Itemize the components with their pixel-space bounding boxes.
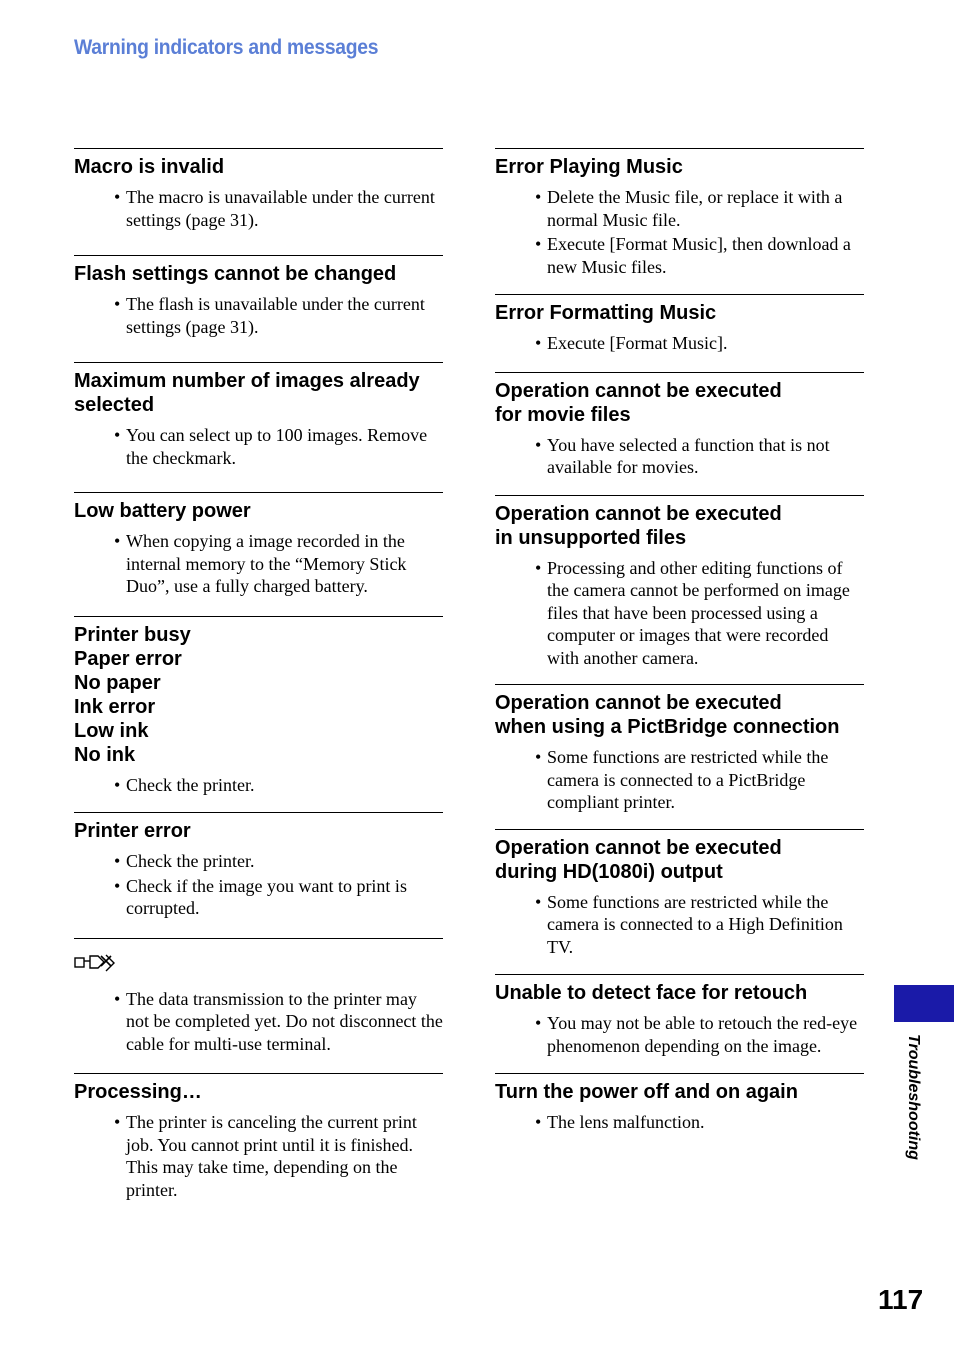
heading-line: Operation cannot be executed [495,379,782,402]
bullet-list [74,424,443,469]
heading-line: Macro is invalid [74,156,225,178]
bullet-item [495,233,864,278]
bullet-text: The data transmission to the printer may not be completed yet. Do not disconnect the cable for multi-use terminal. [126,988,443,1054]
bullet-dot: • [535,747,542,767]
bullet-dot: • [535,333,542,353]
message-section [495,974,864,1057]
bullet-text: Processing and other editing functions of the camera cannot be performed on image files that have been processed using a computer or images that were recorded with another camera. [547,557,850,668]
bullet-list [495,746,864,814]
message-heading [74,819,443,843]
bullet-item [495,434,864,479]
heading-line: for movie files [495,403,631,426]
bullet-text: You have selected a function that is not available for movies. [547,434,830,477]
bullet-dot: • [114,851,121,871]
bullet-text: Check the printer. [126,774,255,795]
message-section [495,294,864,355]
bullet-dot: • [114,531,121,551]
bullet-item [495,186,864,231]
message-section [495,148,864,278]
bullet-text: Check if the image you want to print is corrupted. [126,875,407,918]
bullet-list [74,850,443,920]
message-section [74,1073,443,1201]
bullet-item [74,424,443,469]
bullet-text: Check the printer. [126,851,255,871]
heading-line: Maximum number of images already selected [74,370,420,416]
bullet-dot: • [114,1112,121,1132]
section-tab-marker [894,985,954,1022]
message-heading [495,981,864,1005]
bullet-list [74,530,443,598]
message-heading [74,499,443,523]
bullet-dot: • [535,557,542,578]
bullet-item [74,293,443,338]
bullet-list [495,186,864,278]
heading-line: Error Formatting Music [495,302,717,324]
heading-line: No paper [74,671,161,694]
bullet-item [74,850,443,873]
heading-line: during HD(1080i) output [495,860,723,883]
bullet-list [74,186,443,231]
heading-line: Turn the power off and on again [495,1081,798,1103]
message-section [74,492,443,598]
bullet-list [495,557,864,670]
bullet-dot: • [535,1013,542,1033]
bullet-text: The lens malfunction. [547,1112,705,1132]
message-heading [74,262,443,286]
message-heading [495,155,864,179]
bullet-item [74,988,443,1056]
message-section [74,938,443,1056]
bullet-text: You can select up to 100 images. Remove the checkmark. [126,425,428,468]
bullet-item [74,530,443,598]
message-heading [74,155,443,179]
message-section [495,1073,864,1134]
bullet-item [74,774,443,797]
bullet-text: When copying a image recorded in the internal memory to the “Memory Stick Duo”, use a fully charged battery. [126,531,407,596]
bullet-list [495,1012,864,1057]
bullet-item [495,557,864,670]
message-heading [74,369,443,417]
message-heading [495,836,864,884]
bullet-dot: • [535,434,542,455]
bullet-dot: • [114,774,121,795]
section-tab-label [898,1034,928,1174]
bullet-item [495,891,864,959]
bullet-dot: • [114,294,121,314]
heading-line: Operation cannot be executed [495,836,782,859]
message-section [495,829,864,959]
section-tab-text: Troubleshooting [905,1034,922,1160]
heading-line: Flash settings cannot be changed [74,263,397,285]
bullet-item [495,1012,864,1057]
left-column [74,148,443,1203]
bullet-dot: • [535,187,542,207]
bullet-text: Some functions are restricted while the camera is connected to a PictBridge compliant printer. [547,747,829,812]
bullet-text: Execute [Format Music], then download a new Music files. [547,234,851,277]
message-section [74,362,443,469]
bullet-list [74,293,443,338]
bullet-item [495,746,864,814]
page-number: 117 [878,1284,924,1315]
bullet-dot: • [114,425,121,445]
message-heading [495,1080,864,1104]
running-head: Warning indicators and messages [74,36,379,59]
message-heading [74,1080,443,1104]
bullet-list [495,891,864,959]
right-column [495,148,864,1136]
bullet-dot: • [535,891,542,912]
bullet-list [495,332,864,355]
message-section [74,812,443,920]
bullet-item [74,875,443,920]
message-heading [495,691,864,739]
heading-line: Printer error [74,820,191,842]
bullet-text: You may not be able to retouch the red-eye phenomenon depending on the image. [547,1013,858,1056]
message-section [495,684,864,814]
message-section [74,148,443,231]
bullet-list [495,434,864,479]
message-heading [495,379,864,427]
heading-line: Operation cannot be executed [495,502,782,525]
message-section [74,255,443,338]
bullet-dot: • [114,187,121,207]
pictbridge-transfer-icon [74,945,443,981]
bullet-dot: • [114,988,121,1009]
bullet-item [74,186,443,231]
heading-line: Ink error [74,695,156,718]
heading-line: Unable to detect face for retouch [495,982,808,1004]
bullet-text: The macro is unavailable under the current settings (page 31). [126,187,435,230]
bullet-text: The printer is canceling the current print job. You cannot print until it is finished. This may take time, depending on the printer. [126,1112,417,1200]
bullet-dot: • [535,1112,542,1132]
bullet-item [495,1111,864,1134]
bullet-list [74,988,443,1056]
message-section [495,372,864,479]
heading-line: Paper error [74,647,182,670]
message-heading [495,301,864,325]
message-heading [495,502,864,550]
heading-line: Processing… [74,1081,202,1103]
bullet-dot: • [535,234,542,254]
heading-line: Operation cannot be executed [495,692,782,714]
bullet-item [74,1111,443,1201]
message-section [495,495,864,670]
heading-line: No ink [74,743,136,766]
bullet-item [495,332,864,355]
bullet-list [74,774,443,797]
heading-line: Printer busy [74,623,191,646]
heading-line: in unsupported files [495,526,687,549]
heading-line: when using a PictBridge connection [495,716,840,738]
bullet-text: Execute [Format Music]. [547,333,728,353]
bullet-text: Delete the Music file, or replace it with a normal Music file. [547,187,843,230]
bullet-list [74,1111,443,1201]
bullet-text: Some functions are restricted while the camera is connected to a High Definition TV. [547,891,843,957]
bullet-list [495,1111,864,1134]
message-heading [74,623,443,767]
message-section [74,616,443,797]
heading-line: Low ink [74,719,149,742]
bullet-dot: • [114,875,121,896]
bullet-text: The flash is unavailable under the current settings (page 31). [126,294,425,337]
heading-line: Low battery power [74,500,251,522]
heading-line: Error Playing Music [495,156,683,178]
